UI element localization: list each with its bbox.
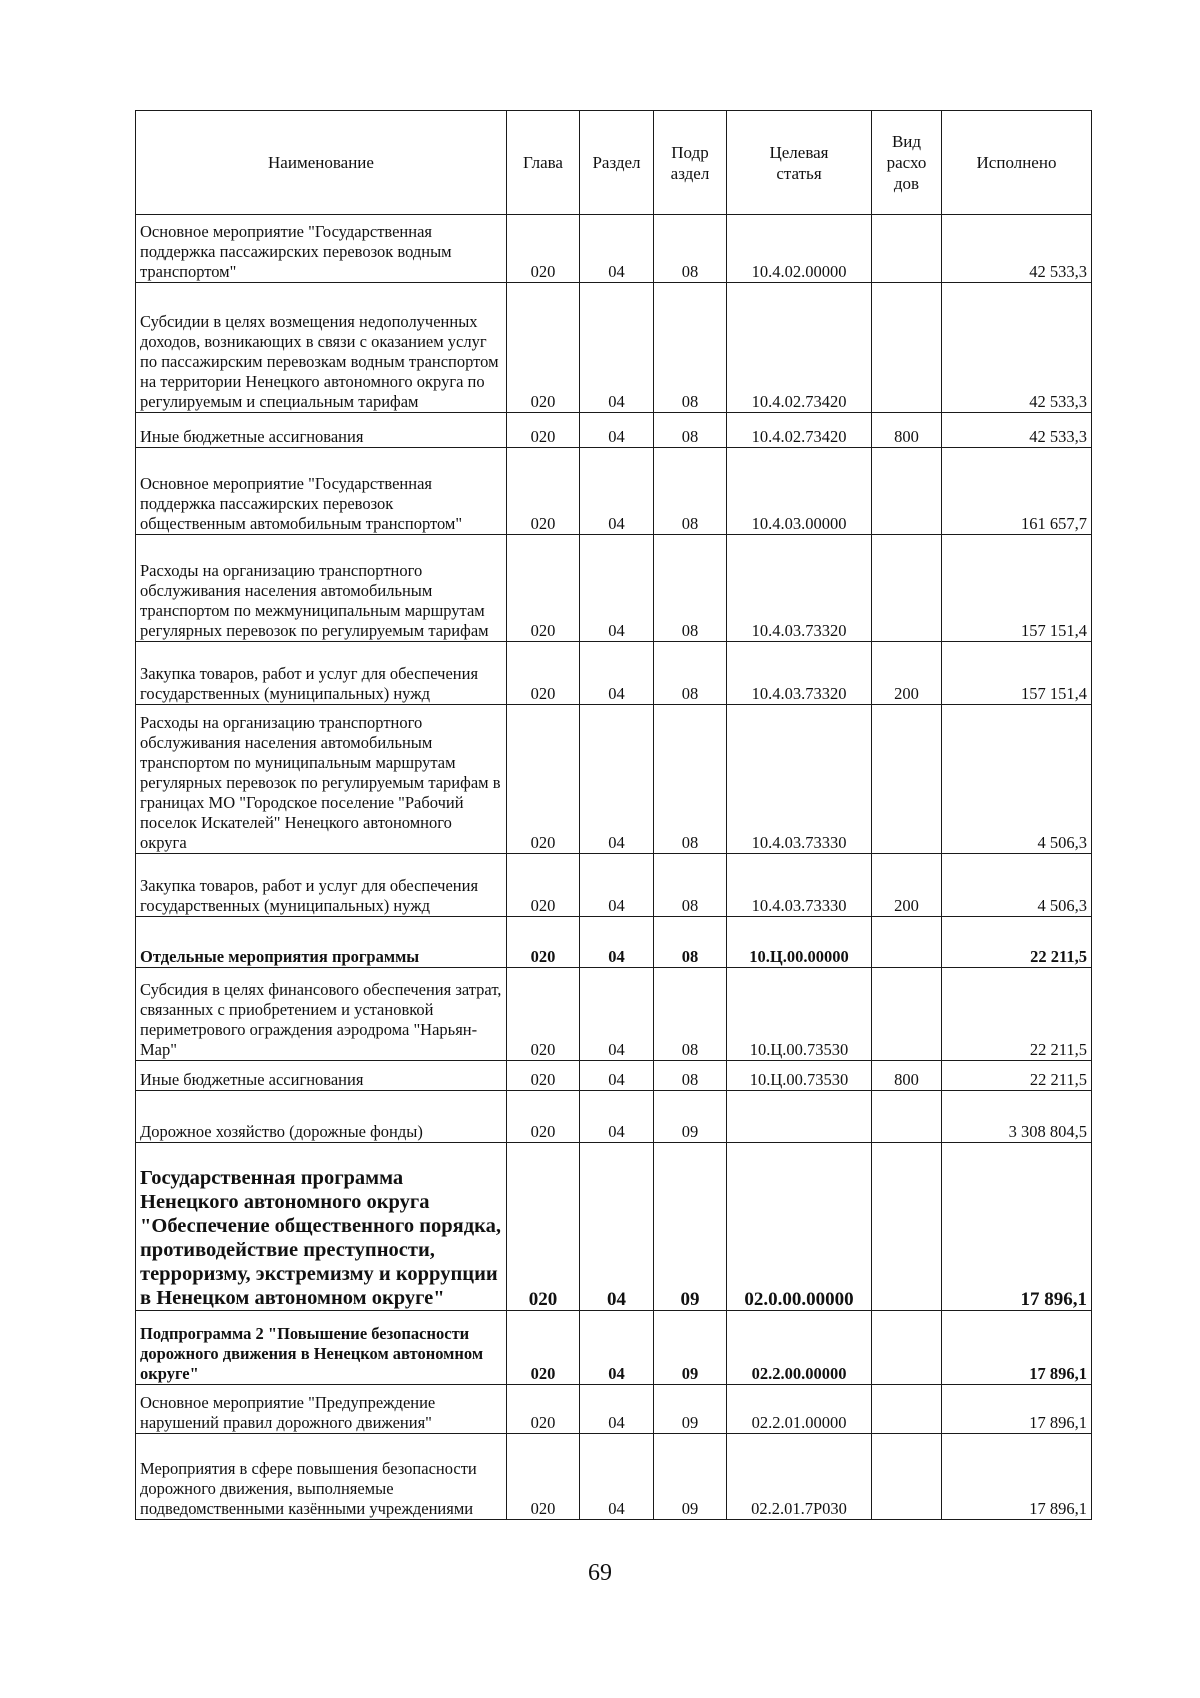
row-subsection: 09 — [654, 1143, 727, 1311]
row-article: 10.Ц.00.00000 — [727, 917, 872, 968]
row-article: 10.4.02.73420 — [727, 283, 872, 413]
header-executed: Исполнено — [942, 111, 1092, 215]
row-amount: 17 896,1 — [942, 1311, 1092, 1385]
row-amount: 3 308 804,5 — [942, 1091, 1092, 1143]
page-number: 69 — [588, 1560, 612, 1586]
row-section: 04 — [580, 1091, 654, 1143]
header-subsection: Подр аздел — [654, 111, 727, 215]
row-article: 10.4.03.73330 — [727, 705, 872, 854]
row-name: Основное мероприятие "Государственная поддержка пассажирских перевозок общественным автомобильным транспортом" — [136, 448, 507, 535]
table-row — [136, 854, 1092, 917]
row-name: Субсидия в целях финансового обеспечения затрат, связанных с приобретением и установкой периметрового ограждения аэродрома "Нарьян-Мар" — [136, 968, 507, 1061]
row-section: 04 — [580, 535, 654, 642]
table-row — [136, 917, 1092, 968]
row-name: Расходы на организацию транспортного обслуживания населения автомобильным транспортом по муниципальным маршрутам регулярных перевозок по регулируемым тарифам в границах МО "Городское поселение "Рабочий поселок Искателей" Ненецкого автономного округа — [136, 705, 507, 854]
row-expense-type — [872, 535, 942, 642]
row-article: 02.2.00.00000 — [727, 1311, 872, 1385]
row-name: Дорожное хозяйство (дорожные фонды) — [136, 1091, 507, 1143]
row-amount: 17 896,1 — [942, 1385, 1092, 1434]
row-chapter: 020 — [507, 705, 580, 854]
row-section: 04 — [580, 283, 654, 413]
table-row — [136, 283, 1092, 413]
row-expense-type — [872, 283, 942, 413]
row-section: 04 — [580, 448, 654, 535]
row-section: 04 — [580, 1385, 654, 1434]
row-expense-type: 200 — [872, 642, 942, 705]
row-amount: 161 657,7 — [942, 448, 1092, 535]
row-section: 04 — [580, 642, 654, 705]
row-amount: 17 896,1 — [942, 1143, 1092, 1311]
row-name: Закупка товаров, работ и услуг для обеспечения государственных (муниципальных) нужд — [136, 642, 507, 705]
table-row — [136, 1311, 1092, 1385]
row-section: 04 — [580, 705, 654, 854]
row-amount: 22 211,5 — [942, 1061, 1092, 1091]
row-article: 02.2.01.00000 — [727, 1385, 872, 1434]
row-subsection: 08 — [654, 448, 727, 535]
row-subsection: 08 — [654, 535, 727, 642]
table-row — [136, 1434, 1092, 1520]
row-name: Мероприятия в сфере повышения безопасности дорожного движения, выполняемые подведомственными казёнными учреждениями — [136, 1434, 507, 1520]
row-subsection: 09 — [654, 1311, 727, 1385]
row-subsection: 08 — [654, 1061, 727, 1091]
row-section: 04 — [580, 1061, 654, 1091]
row-subsection: 08 — [654, 283, 727, 413]
row-subsection: 08 — [654, 705, 727, 854]
row-subsection: 09 — [654, 1091, 727, 1143]
row-expense-type — [872, 917, 942, 968]
row-section: 04 — [580, 968, 654, 1061]
row-expense-type — [872, 1434, 942, 1520]
row-article: 10.4.03.73330 — [727, 854, 872, 917]
row-expense-type — [872, 968, 942, 1061]
row-expense-type — [872, 1091, 942, 1143]
row-chapter: 020 — [507, 413, 580, 448]
row-chapter: 020 — [507, 917, 580, 968]
row-article: 10.4.02.00000 — [727, 215, 872, 283]
row-name: Основное мероприятие "Предупреждение нарушений правил дорожного движения" — [136, 1385, 507, 1434]
row-article: 10.4.03.73320 — [727, 642, 872, 705]
row-section: 04 — [580, 413, 654, 448]
header-expense-type: Вид расхо дов — [872, 111, 942, 215]
row-name: Иные бюджетные ассигнования — [136, 413, 507, 448]
header-section: Раздел — [580, 111, 654, 215]
row-amount: 4 506,3 — [942, 854, 1092, 917]
row-expense-type — [872, 1311, 942, 1385]
row-name: Отдельные мероприятия программы — [136, 917, 507, 968]
row-amount: 157 151,4 — [942, 642, 1092, 705]
row-chapter: 020 — [507, 448, 580, 535]
budget-table — [135, 110, 1092, 1520]
row-expense-type — [872, 448, 942, 535]
row-subsection: 09 — [654, 1385, 727, 1434]
row-expense-type: 800 — [872, 413, 942, 448]
row-amount: 42 533,3 — [942, 413, 1092, 448]
row-article: 02.0.00.00000 — [727, 1143, 872, 1311]
row-amount: 4 506,3 — [942, 705, 1092, 854]
table-row — [136, 413, 1092, 448]
header-chapter: Глава — [507, 111, 580, 215]
row-amount: 42 533,3 — [942, 283, 1092, 413]
row-article: 10.Ц.00.73530 — [727, 1061, 872, 1091]
row-amount: 22 211,5 — [942, 968, 1092, 1061]
table-row — [136, 215, 1092, 283]
row-amount: 22 211,5 — [942, 917, 1092, 968]
row-name: Государственная программа Ненецкого автономного округа "Обеспечение общественного порядка, противодействие преступности, терроризму, экстремизму и коррупции в Ненецком автономном округе" — [136, 1143, 507, 1311]
row-chapter: 020 — [507, 1143, 580, 1311]
row-name: Иные бюджетные ассигнования — [136, 1061, 507, 1091]
row-section: 04 — [580, 215, 654, 283]
row-subsection: 08 — [654, 413, 727, 448]
row-subsection: 08 — [654, 854, 727, 917]
row-chapter: 020 — [507, 1061, 580, 1091]
row-article: 10.4.03.00000 — [727, 448, 872, 535]
table-row — [136, 535, 1092, 642]
row-expense-type — [872, 705, 942, 854]
row-article: 02.2.01.7Р030 — [727, 1434, 872, 1520]
table-row — [136, 705, 1092, 854]
row-amount: 17 896,1 — [942, 1434, 1092, 1520]
table-row — [136, 448, 1092, 535]
row-chapter: 020 — [507, 1311, 580, 1385]
row-name: Основное мероприятие "Государственная поддержка пассажирских перевозок водным транспортом" — [136, 215, 507, 283]
table-row — [136, 968, 1092, 1061]
table-row — [136, 1061, 1092, 1091]
row-expense-type — [872, 1143, 942, 1311]
row-section: 04 — [580, 1311, 654, 1385]
row-expense-type: 800 — [872, 1061, 942, 1091]
row-article — [727, 1091, 872, 1143]
row-amount: 157 151,4 — [942, 535, 1092, 642]
row-chapter: 020 — [507, 1385, 580, 1434]
header-article: Целевая статья — [727, 111, 872, 215]
table-row — [136, 1143, 1092, 1311]
row-name: Субсидии в целях возмещения недополученных доходов, возникающих в связи с оказанием услуг по пассажирским перевозкам водным транспортом на территории Ненецкого автономного округа по регулируемым и специальным тарифам — [136, 283, 507, 413]
header-name: Наименование — [136, 111, 507, 215]
row-chapter: 020 — [507, 968, 580, 1061]
row-article: 10.Ц.00.73530 — [727, 968, 872, 1061]
row-expense-type — [872, 215, 942, 283]
row-subsection: 09 — [654, 1434, 727, 1520]
row-amount: 42 533,3 — [942, 215, 1092, 283]
row-chapter: 020 — [507, 215, 580, 283]
row-name: Закупка товаров, работ и услуг для обеспечения государственных (муниципальных) нужд — [136, 854, 507, 917]
row-section: 04 — [580, 1143, 654, 1311]
row-chapter: 020 — [507, 642, 580, 705]
row-section: 04 — [580, 1434, 654, 1520]
table-row — [136, 1091, 1092, 1143]
row-subsection: 08 — [654, 917, 727, 968]
row-expense-type — [872, 1385, 942, 1434]
row-article: 10.4.03.73320 — [727, 535, 872, 642]
row-name: Расходы на организацию транспортного обслуживания населения автомобильным транспортом по межмуниципальным маршрутам регулярных перевозок по регулируемым тарифам — [136, 535, 507, 642]
row-name: Подпрограмма 2 "Повышение безопасности дорожного движения в Ненецком автономном округе" — [136, 1311, 507, 1385]
row-section: 04 — [580, 917, 654, 968]
row-chapter: 020 — [507, 535, 580, 642]
row-article: 10.4.02.73420 — [727, 413, 872, 448]
table-row — [136, 1385, 1092, 1434]
row-subsection: 08 — [654, 642, 727, 705]
row-section: 04 — [580, 854, 654, 917]
row-chapter: 020 — [507, 854, 580, 917]
row-subsection: 08 — [654, 215, 727, 283]
table-row — [136, 642, 1092, 705]
row-chapter: 020 — [507, 283, 580, 413]
table-header-row — [136, 111, 1092, 215]
row-subsection: 08 — [654, 968, 727, 1061]
row-chapter: 020 — [507, 1434, 580, 1520]
row-chapter: 020 — [507, 1091, 580, 1143]
row-expense-type: 200 — [872, 854, 942, 917]
